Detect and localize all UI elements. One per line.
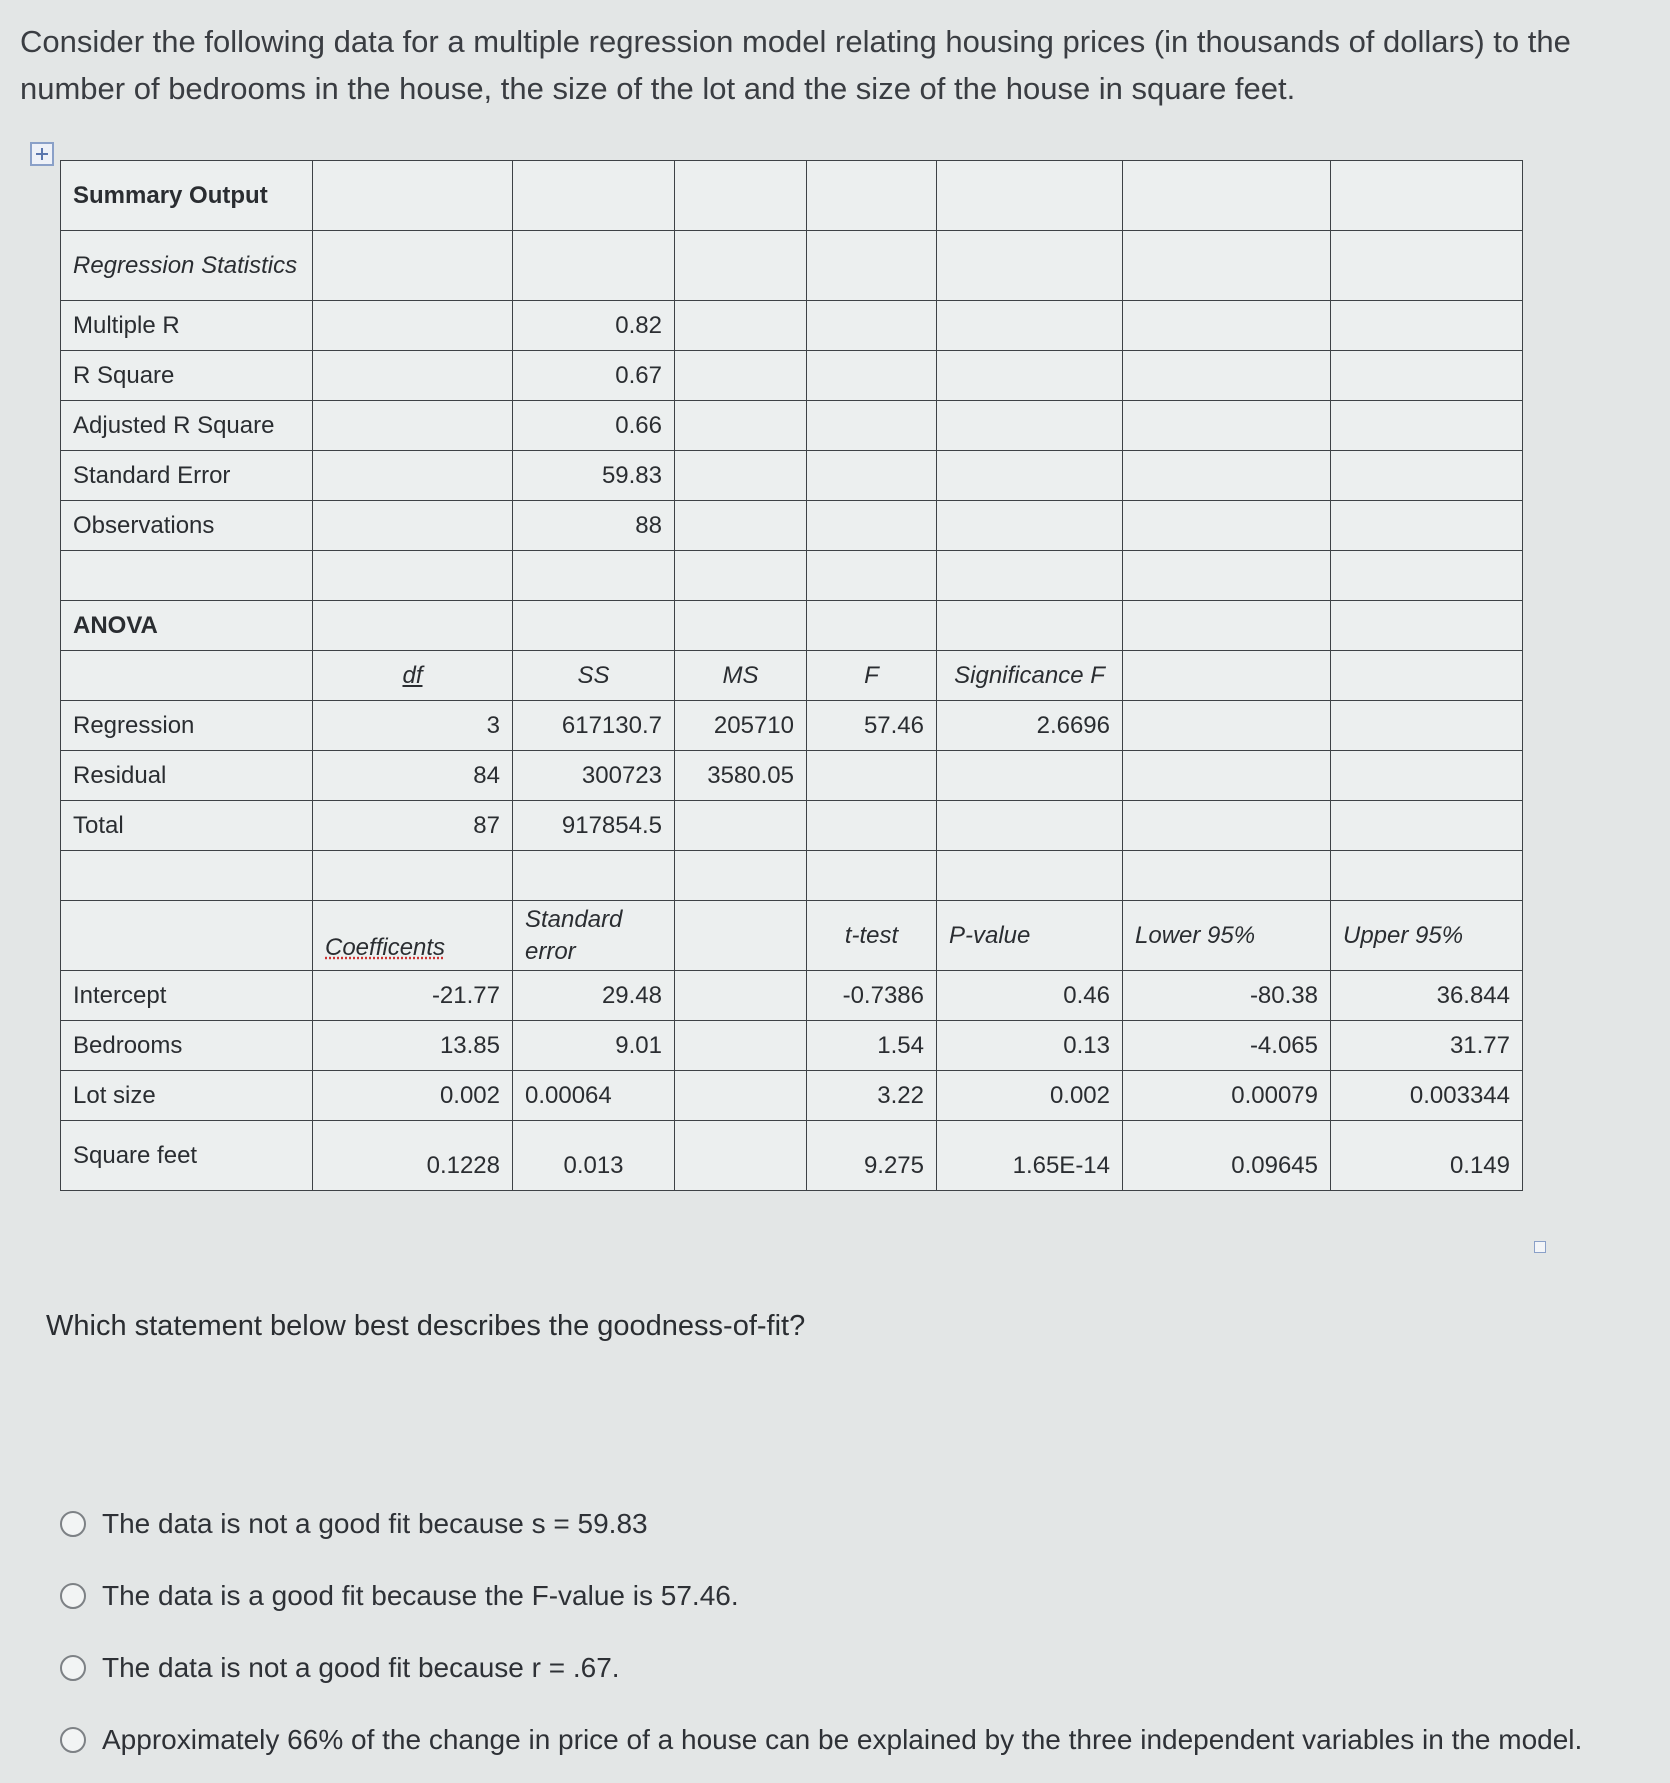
question-prompt: Which statement below best describes the goodness-of-fit? [46,1310,806,1342]
answer-option-1[interactable]: The data is not a good fit because s = 59.83 [60,1488,1640,1560]
regression-table [60,160,1523,1191]
question-intro: Consider the following data for a multiple regression model relating housing prices (in thousands of dollars) to the number of bedrooms in the house, the size of the lot and the size of the house in square feet. [20,24,1571,106]
anova-header-row: df SS MS F Significance F [61,651,1523,701]
summary-output-label: Summary Output [61,161,313,231]
table-resize-handle[interactable] [1534,1241,1546,1253]
anova-label: ANOVA [61,601,313,651]
radio-button[interactable] [60,1727,86,1753]
radio-button[interactable] [60,1511,86,1537]
regression-statistics-label: Regression Statistics [61,231,313,301]
radio-button[interactable] [60,1583,86,1609]
answer-option-2[interactable]: The data is a good fit because the F-value is 57.46. [60,1560,1640,1632]
anova-row: Residual 84 300723 3580.05 [61,751,1523,801]
answer-options [60,1488,1640,1776]
coef-row: Bedrooms 13.85 9.01 1.54 0.13 -4.065 31.77 [61,1021,1523,1071]
coef-row: Intercept -21.77 29.48 -0.7386 0.46 -80.38 36.844 [61,971,1523,1021]
table-move-icon[interactable] [30,142,54,166]
coef-row: Square feet 0.1228 0.013 9.275 1.65E-14 0.09645 0.149 [61,1121,1523,1191]
anova-row: Total 87 917854.5 [61,801,1523,851]
coef-row: Lot size 0.002 0.00064 3.22 0.002 0.00079 0.003344 [61,1071,1523,1121]
coef-header-row: Coefficents Standard error t-test P-value Lower 95% Upper 95% [61,901,1523,971]
anova-row: Regression 3 617130.7 205710 57.46 2.6696 [61,701,1523,751]
answer-option-3[interactable]: The data is not a good fit because r = .67. [60,1632,1640,1704]
stat-row: R Square 0.67 [61,351,1523,401]
stat-row: Standard Error 59.83 [61,451,1523,501]
radio-button[interactable] [60,1655,86,1681]
stat-row: Adjusted R Square 0.66 [61,401,1523,451]
stat-row: Multiple R 0.82 [61,301,1523,351]
stat-row: Observations 88 [61,501,1523,551]
answer-option-4[interactable]: Approximately 66% of the change in price of a house can be explained by the three independent variables in the model. [60,1704,1640,1776]
